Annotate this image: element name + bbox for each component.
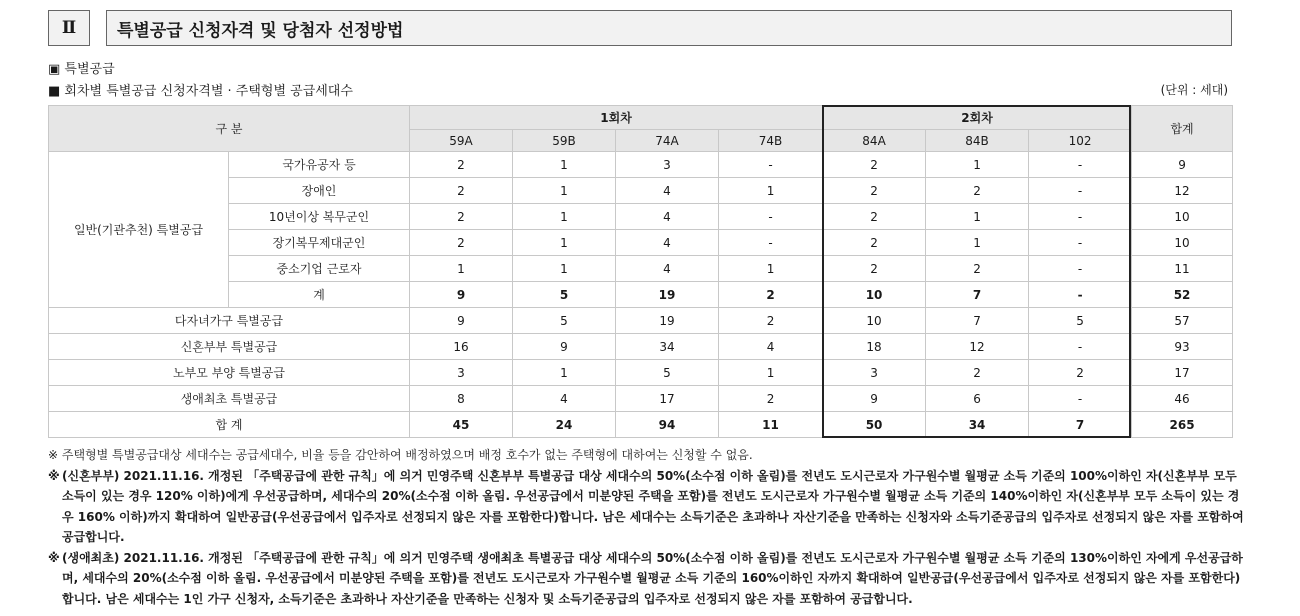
table-cell: 4 xyxy=(616,178,719,204)
table-cell: 16 xyxy=(410,334,513,360)
table-cell: 7 xyxy=(926,282,1029,308)
table-cell: - xyxy=(1029,334,1132,360)
table-cell: 17 xyxy=(616,386,719,412)
table-cell: 1 xyxy=(513,256,616,282)
row-label: 계 xyxy=(229,282,410,308)
header-type: 74A xyxy=(616,130,719,152)
table-cell: 11 xyxy=(1132,256,1233,282)
table-cell: 1 xyxy=(926,230,1029,256)
table-cell: 2 xyxy=(926,256,1029,282)
table-cell: 50 xyxy=(823,412,926,438)
table-row xyxy=(49,308,1233,334)
table-cell: 4 xyxy=(616,256,719,282)
table-cell: 1 xyxy=(513,204,616,230)
total-row xyxy=(49,412,1233,438)
table-cell: 3 xyxy=(823,360,926,386)
table-row xyxy=(49,152,1233,178)
table-cell: 46 xyxy=(1132,386,1233,412)
table-cell: 24 xyxy=(513,412,616,438)
table-cell: 2 xyxy=(823,230,926,256)
table-cell: 10 xyxy=(1132,204,1233,230)
table-cell: 1 xyxy=(719,360,823,386)
header-round2: 2회차 xyxy=(823,106,1132,130)
table-cell: 9 xyxy=(513,334,616,360)
table-cell: 2 xyxy=(719,282,823,308)
total-label: 합 계 xyxy=(49,412,410,438)
table-cell: 2 xyxy=(410,178,513,204)
row-label: 장기복무제대군인 xyxy=(229,230,410,256)
table-cell: 1 xyxy=(513,360,616,386)
unit-label: (단위 : 세대) xyxy=(1160,83,1228,97)
table-cell: 45 xyxy=(410,412,513,438)
table-cell: 1 xyxy=(513,152,616,178)
table-body xyxy=(49,152,1233,438)
table-cell: 7 xyxy=(1029,412,1132,438)
table-row xyxy=(49,360,1233,386)
table-cell: 93 xyxy=(1132,334,1233,360)
table-cell: 17 xyxy=(1132,360,1233,386)
note-mark: ※ xyxy=(48,468,60,483)
table-cell: 2 xyxy=(823,152,926,178)
table-cell: 2 xyxy=(719,308,823,334)
table-cell: 1 xyxy=(926,204,1029,230)
table-cell: 1 xyxy=(719,178,823,204)
note-mark: ※ xyxy=(48,550,60,565)
table-cell: 7 xyxy=(926,308,1029,334)
table-cell: 2 xyxy=(1029,360,1132,386)
table-cell: - xyxy=(719,204,823,230)
table-cell: 9 xyxy=(410,308,513,334)
table-cell: 10 xyxy=(823,308,926,334)
note-first-time-text: (생애최초) 2021.11.16. 개정된 「주택공급에 관한 규칙」에 의거 민영주택 생애최초 특별공급 대상 세대수의 50%(소수점 이하 올림)를 전년도 도시근로자 가구원수별 월평균 소득 기준의 130%이하인 자에게 우선공급하며, 세대수의 20%(소수점 이하 올림. 우선공급에서 미분양된 주택을 포함)를 전년도 도시근로자 가구원수별 월평균 소득 기준의 160%이하인 자까지 확대하여 일반공급(우선공급에서 입주자로 선정되지 않은 자를 포함한다)합니다. 남은 세대수는 1인 가구 신청자, 소득기준은 초과하나 자산기준을 만족하는 신청자 및 소득기준공급의 입주자로 선정되지 않은 자를 포함하여 공급합니다. xyxy=(62,550,1243,606)
table-cell: 8 xyxy=(410,386,513,412)
table-row xyxy=(49,334,1233,360)
table-cell: 57 xyxy=(1132,308,1233,334)
table-cell: - xyxy=(719,152,823,178)
table-cell: 5 xyxy=(513,308,616,334)
header-type: 59A xyxy=(410,130,513,152)
row-label: 신혼부부 특별공급 xyxy=(49,334,410,360)
table-cell: 2 xyxy=(823,178,926,204)
table-cell: 19 xyxy=(616,308,719,334)
table-cell: - xyxy=(1029,178,1132,204)
table-cell: - xyxy=(1029,386,1132,412)
table-cell: 265 xyxy=(1132,412,1233,438)
table-cell: 2 xyxy=(823,204,926,230)
header-type: 84A xyxy=(823,130,926,152)
section-number: Ⅱ xyxy=(48,10,90,46)
header-type: 74B xyxy=(719,130,823,152)
table-cell: 94 xyxy=(616,412,719,438)
table-cell: 34 xyxy=(616,334,719,360)
table-cell: 9 xyxy=(1132,152,1233,178)
table-cell: 2 xyxy=(823,256,926,282)
header-type: 102 xyxy=(1029,130,1132,152)
row-label: 10년이상 복무군인 xyxy=(229,204,410,230)
notes xyxy=(48,445,1248,609)
table-cell: 12 xyxy=(1132,178,1233,204)
table-cell: 5 xyxy=(1029,308,1132,334)
note-newlywed-text: (신혼부부) 2021.11.16. 개정된 「주택공급에 관한 규칙」에 의거 민영주택 신혼부부 특별공급 대상 세대수의 50%(소수점 이하 올림)를 전년도 도시근로자 가구원수별 월평균 소득 기준의 100%이하인 자(신혼부부 모두 소득이 있는 경우 120% 이하)에게 우선공급하며, 세대수의 20%(소수점 이하 올림. 우선공급에서 미분양된 주택을 포함)를 전년도 도시근로자 가구원수별 월평균 소득 기준의 140%이하인 자(신혼부부 모두 소득이 있는 경우 160% 이하)까지 확대하여 일반공급(우선공급에서 입주자로 선정되지 않은 자를 포함한다)합니다. 남은 세대수는 소득기준은 초과하나 자산기준을 만족하는 신청자와 소득기준공급의 입주자로 선정되지 않은 자를 포함하여 공급합니다. xyxy=(62,468,1244,544)
header-category: 구 분 xyxy=(49,106,410,152)
special-supply-label: ▣ 특별공급 xyxy=(48,62,115,77)
table-cell: 3 xyxy=(616,152,719,178)
table-cell: 1 xyxy=(719,256,823,282)
supply-table xyxy=(48,105,1233,438)
table-cell: - xyxy=(719,230,823,256)
table-cell: 2 xyxy=(410,204,513,230)
table-cell: - xyxy=(1029,282,1132,308)
table-cell: 52 xyxy=(1132,282,1233,308)
table-cell: 1 xyxy=(410,256,513,282)
row-label: 생애최초 특별공급 xyxy=(49,386,410,412)
table-cell: 18 xyxy=(823,334,926,360)
table-cell: 11 xyxy=(719,412,823,438)
header-type: 59B xyxy=(513,130,616,152)
row-label: 다자녀가구 특별공급 xyxy=(49,308,410,334)
header-round1: 1회차 xyxy=(410,106,823,130)
table-cell: - xyxy=(1029,256,1132,282)
note-allocation: ※ 주택형별 특별공급대상 세대수는 공급세대수, 비율 등을 감안하여 배정하였으며 배정 호수가 없는 주택형에 대하여는 신청할 수 없음. xyxy=(48,448,753,462)
table-cell: 3 xyxy=(410,360,513,386)
header-type: 84B xyxy=(926,130,1029,152)
table-cell: 1 xyxy=(513,178,616,204)
table-cell: - xyxy=(1029,152,1132,178)
table-cell: 4 xyxy=(513,386,616,412)
table-cell: 5 xyxy=(513,282,616,308)
row-label: 국가유공자 등 xyxy=(229,152,410,178)
table-cell: - xyxy=(1029,230,1132,256)
table-cell: 9 xyxy=(410,282,513,308)
table-cell: 34 xyxy=(926,412,1029,438)
table-cell: 6 xyxy=(926,386,1029,412)
table-cell: 1 xyxy=(513,230,616,256)
table-cell: 2 xyxy=(410,230,513,256)
table-cell: 2 xyxy=(926,178,1029,204)
table-cell: 2 xyxy=(926,360,1029,386)
section-title: 특별공급 신청자격 및 당첨자 선정방법 xyxy=(106,10,1232,46)
row-label: 노부모 부양 특별공급 xyxy=(49,360,410,386)
note-first-time xyxy=(48,548,1248,610)
table-cell: 10 xyxy=(823,282,926,308)
general-group-label: 일반(기관추천) 특별공급 xyxy=(49,152,229,308)
table-cell: 4 xyxy=(616,230,719,256)
table-cell: - xyxy=(1029,204,1132,230)
table-cell: 12 xyxy=(926,334,1029,360)
note-newlywed xyxy=(48,466,1248,548)
table-cell: 4 xyxy=(719,334,823,360)
table-cell: 19 xyxy=(616,282,719,308)
table-cell: 4 xyxy=(616,204,719,230)
table-cell: 2 xyxy=(719,386,823,412)
header-total: 합계 xyxy=(1132,106,1233,152)
table-cell: 1 xyxy=(926,152,1029,178)
table-cell: 5 xyxy=(616,360,719,386)
row-label: 장애인 xyxy=(229,178,410,204)
table-title: ■ 회차별 특별공급 신청자격별 · 주택형별 공급세대수 xyxy=(48,84,353,99)
table-cell: 9 xyxy=(823,386,926,412)
row-label: 중소기업 근로자 xyxy=(229,256,410,282)
table-row xyxy=(49,386,1233,412)
table-cell: 10 xyxy=(1132,230,1233,256)
table-cell: 2 xyxy=(410,152,513,178)
